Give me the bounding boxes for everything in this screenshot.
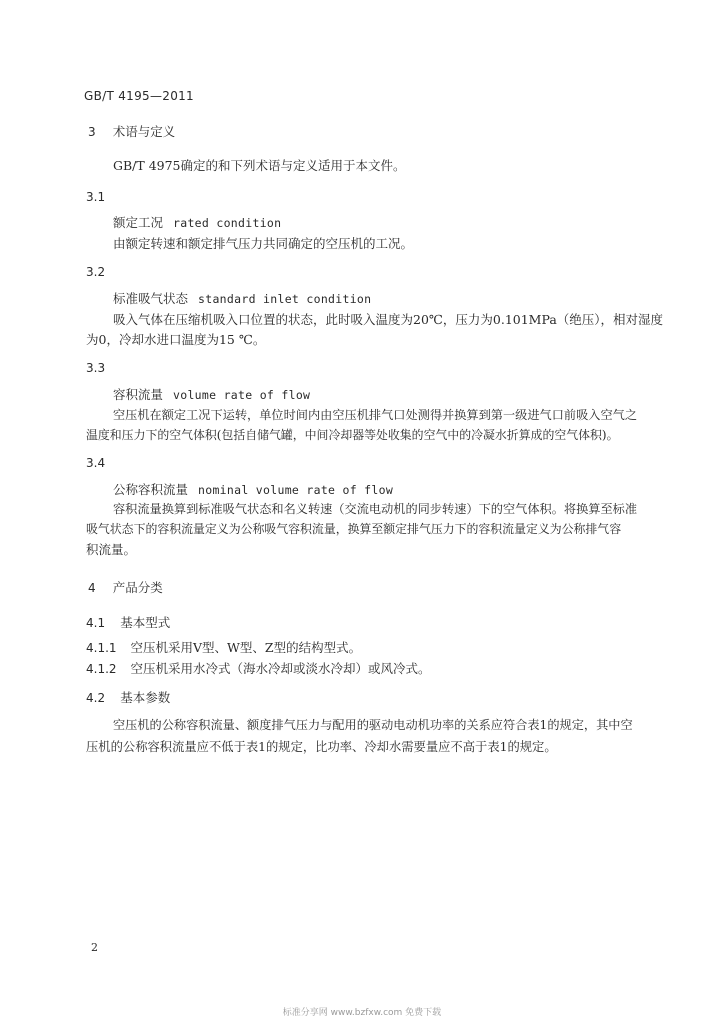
clause-text: 空压机采用水冷式（海水冷却或淡水冷却）或风冷式。: [130, 661, 431, 676]
subsection-title: 基本型式: [120, 615, 171, 630]
section-4-heading: [88, 577, 163, 596]
term-definition-line: 吸气状态下的容积流量定义为公称吸气容积流量，换算至额定排气压力下的容积流量定义为公称排气容: [86, 522, 622, 536]
subsection-number: 4.2: [86, 691, 106, 705]
term-chinese: 公称容积流量: [113, 482, 189, 497]
clause-text: 空压机采用V型、W型、Z型的结构型式。: [130, 640, 362, 655]
term-definition-line: 吸入气体在压缩机吸入口位置的状态，此时吸入温度为20℃，压力为0.101MPa（绝压），相对湿度: [113, 312, 664, 327]
section-title: 产品分类: [112, 580, 163, 595]
term-chinese: 标准吸气状态: [113, 291, 189, 306]
section-title: 术语与定义: [112, 124, 176, 139]
term-chinese: 额定工况: [113, 215, 164, 230]
clause-number: 4.1.2: [86, 662, 117, 676]
term-name: [113, 385, 310, 403]
term-english: nominal volume rate of flow: [198, 483, 394, 497]
term-number: 3.3: [86, 361, 106, 375]
term-chinese: 容积流量: [113, 387, 164, 402]
term-definition-line: 为0，冷却水进口温度为15 ℃。: [86, 332, 266, 347]
clause-item: [86, 659, 431, 677]
term-definition-line: 由额定转速和额定排气压力共同确定的空压机的工况。: [113, 236, 414, 251]
subsection-4-2-heading: [86, 687, 170, 706]
paragraph-line: 压机的公称容积流量应不低于表1的规定，比功率、冷却水需要量应不高于表1的规定。: [86, 740, 557, 754]
subsection-number: 4.1: [86, 616, 106, 630]
subsection-title: 基本参数: [120, 690, 171, 705]
paragraph-line: 空压机的公称容积流量、额度排气压力与配用的驱动电动机功率的关系应符合表1的规定，其中空: [113, 718, 633, 732]
term-number: 3.4: [86, 456, 106, 470]
subsection-4-1-heading: [86, 612, 170, 631]
section-3-heading: [88, 121, 175, 140]
term-name: [113, 289, 371, 307]
section-3-intro: GB/T 4975确定的和下列术语与定义适用于本文件。: [113, 158, 406, 173]
term-definition-line: 空压机在额定工况下运转，单位时间内由空压机排气口处测得并换算到第一级进气口前吸入空气之: [113, 408, 638, 422]
term-english: volume rate of flow: [173, 388, 311, 402]
term-english: standard inlet condition: [198, 292, 372, 306]
standard-code: GB/T 4195—2011: [84, 89, 194, 103]
term-name: [113, 480, 393, 498]
term-definition-line: 容积流量换算到标准吸气状态和名义转速（交流电动机的同步转速）下的空气体积。将换算至标准: [113, 502, 638, 516]
term-number: 3.2: [86, 265, 106, 279]
term-definition-line: 温度和压力下的空气体积(包括自储气罐，中间冷却器等处收集的空气中的冷凝水折算成的空气体积)。: [86, 428, 619, 442]
clause-item: [86, 638, 361, 656]
section-number: 3: [88, 125, 96, 139]
section-number: 4: [88, 581, 96, 595]
term-english: rated condition: [173, 216, 282, 230]
site-footer: 标准分享网 www.bzfxw.com 免费下载: [282, 1008, 442, 1018]
term-number: 3.1: [86, 190, 106, 204]
term-definition-line: 积流量。: [86, 542, 137, 557]
clause-number: 4.1.1: [86, 641, 117, 655]
term-name: [113, 213, 281, 231]
page-number: 2: [91, 941, 98, 954]
